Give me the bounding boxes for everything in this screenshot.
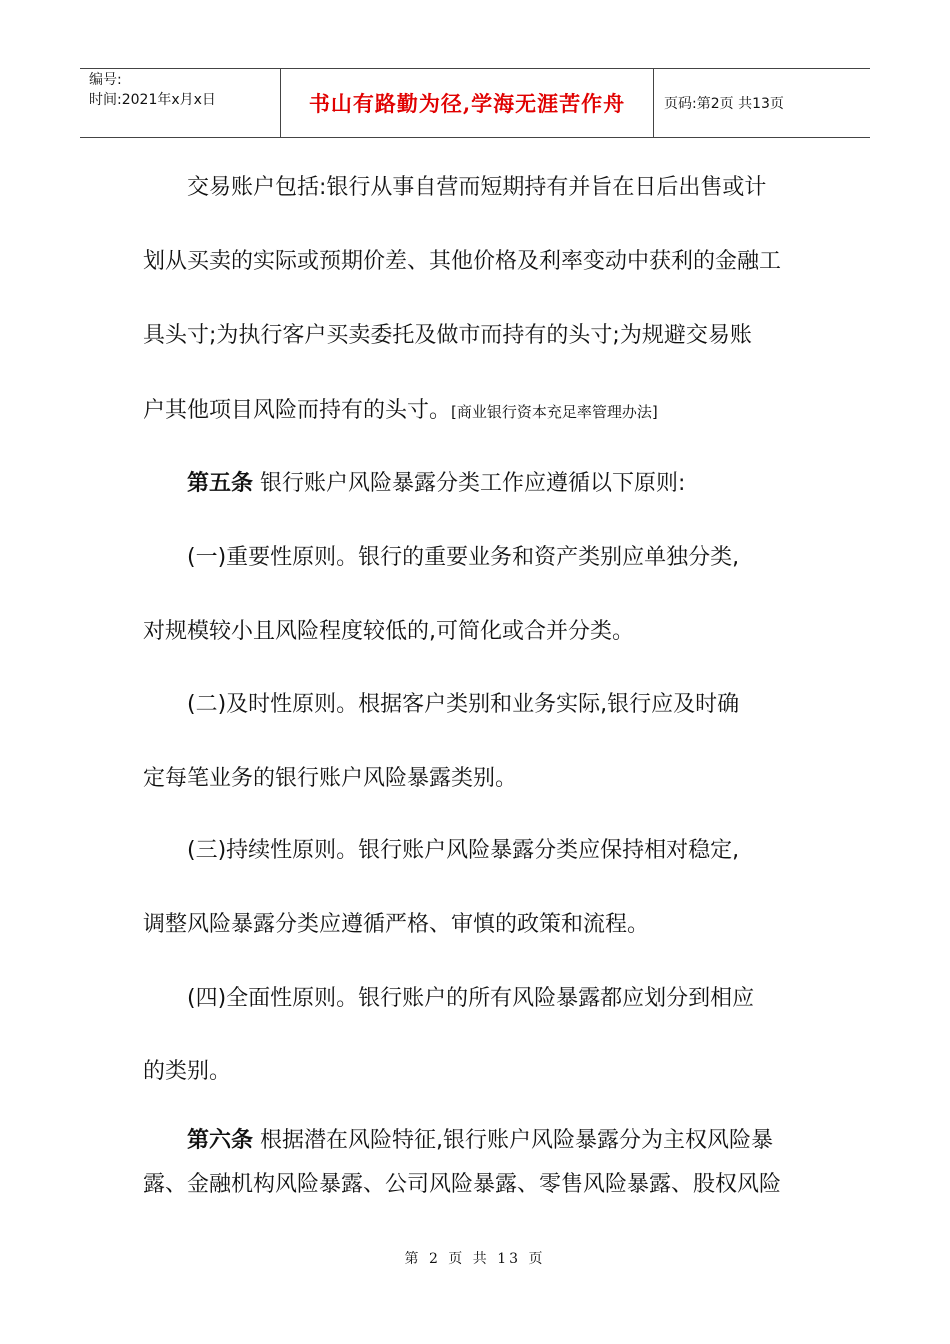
article-6-label: 第六条 (187, 1128, 254, 1153)
principle-1-line-1: (一)重要性原则。银行的重要业务和资产类别应单独分类, (187, 545, 740, 570)
page-footer: 第 2 页 共 13 页 (404, 1251, 546, 1267)
paragraph-line-4-text: 户其他项目风险而持有的头寸。 (143, 398, 452, 423)
principle-4-line-2: 的类别。 (143, 1059, 232, 1084)
paragraph-line-3: 具头寸;为执行客户买卖委托及做市而持有的头寸;为规避交易账 (143, 323, 752, 348)
principle-2-line-1: (二)及时性原则。根据客户类别和业务实际,银行应及时确 (187, 692, 740, 717)
motto-text: 书山有路勤为径,学海无涯苦作舟 (308, 91, 626, 116)
principle-4-line-1: (四)全面性原则。银行账户的所有风险暴露都应划分到相应 (187, 986, 755, 1011)
principle-3-line-1: (三)持续性原则。银行账户风险暴露分类应保持相对稳定, (187, 838, 740, 863)
article-6-text: 根据潜在风险特征,银行账户风险暴露分为主权风险暴 (253, 1128, 774, 1153)
paragraph-line-2: 划从买卖的实际或预期价差、其他价格及利率变动中获利的金融工 (143, 249, 782, 274)
source-note: [商业银行资本充足率管理办法] (451, 403, 658, 421)
article-6-line-2: 露、金融机构风险暴露、公司风险暴露、零售风险暴露、股权风险 (143, 1172, 782, 1197)
principle-3-line-2: 调整风险暴露分类应遵循严格、审慎的政策和流程。 (143, 912, 650, 937)
header-page-info: 页码:第2页 共13页 (664, 96, 784, 112)
header-motto-cell (281, 69, 654, 137)
paragraph-line-4 (143, 393, 813, 424)
serial-label: 编号: (89, 72, 122, 88)
principle-1-line-2: 对规模较小且风险程度较低的,可简化或合并分类。 (143, 619, 634, 644)
article-6 (187, 1123, 857, 1154)
header-page-cell (654, 69, 870, 137)
article-5 (187, 466, 857, 497)
page-header (80, 68, 870, 138)
paragraph-line-1: 交易账户包括:银行从事自营而短期持有并旨在日后出售或计 (187, 175, 767, 200)
date-label: 时间:2021年x月x日 (89, 92, 216, 108)
principle-2-line-2: 定每笔业务的银行账户风险暴露类别。 (143, 766, 518, 791)
header-meta (80, 69, 281, 137)
article-5-label: 第五条 (187, 471, 254, 496)
article-5-text: 银行账户风险暴露分类工作应遵循以下原则: (253, 471, 686, 496)
